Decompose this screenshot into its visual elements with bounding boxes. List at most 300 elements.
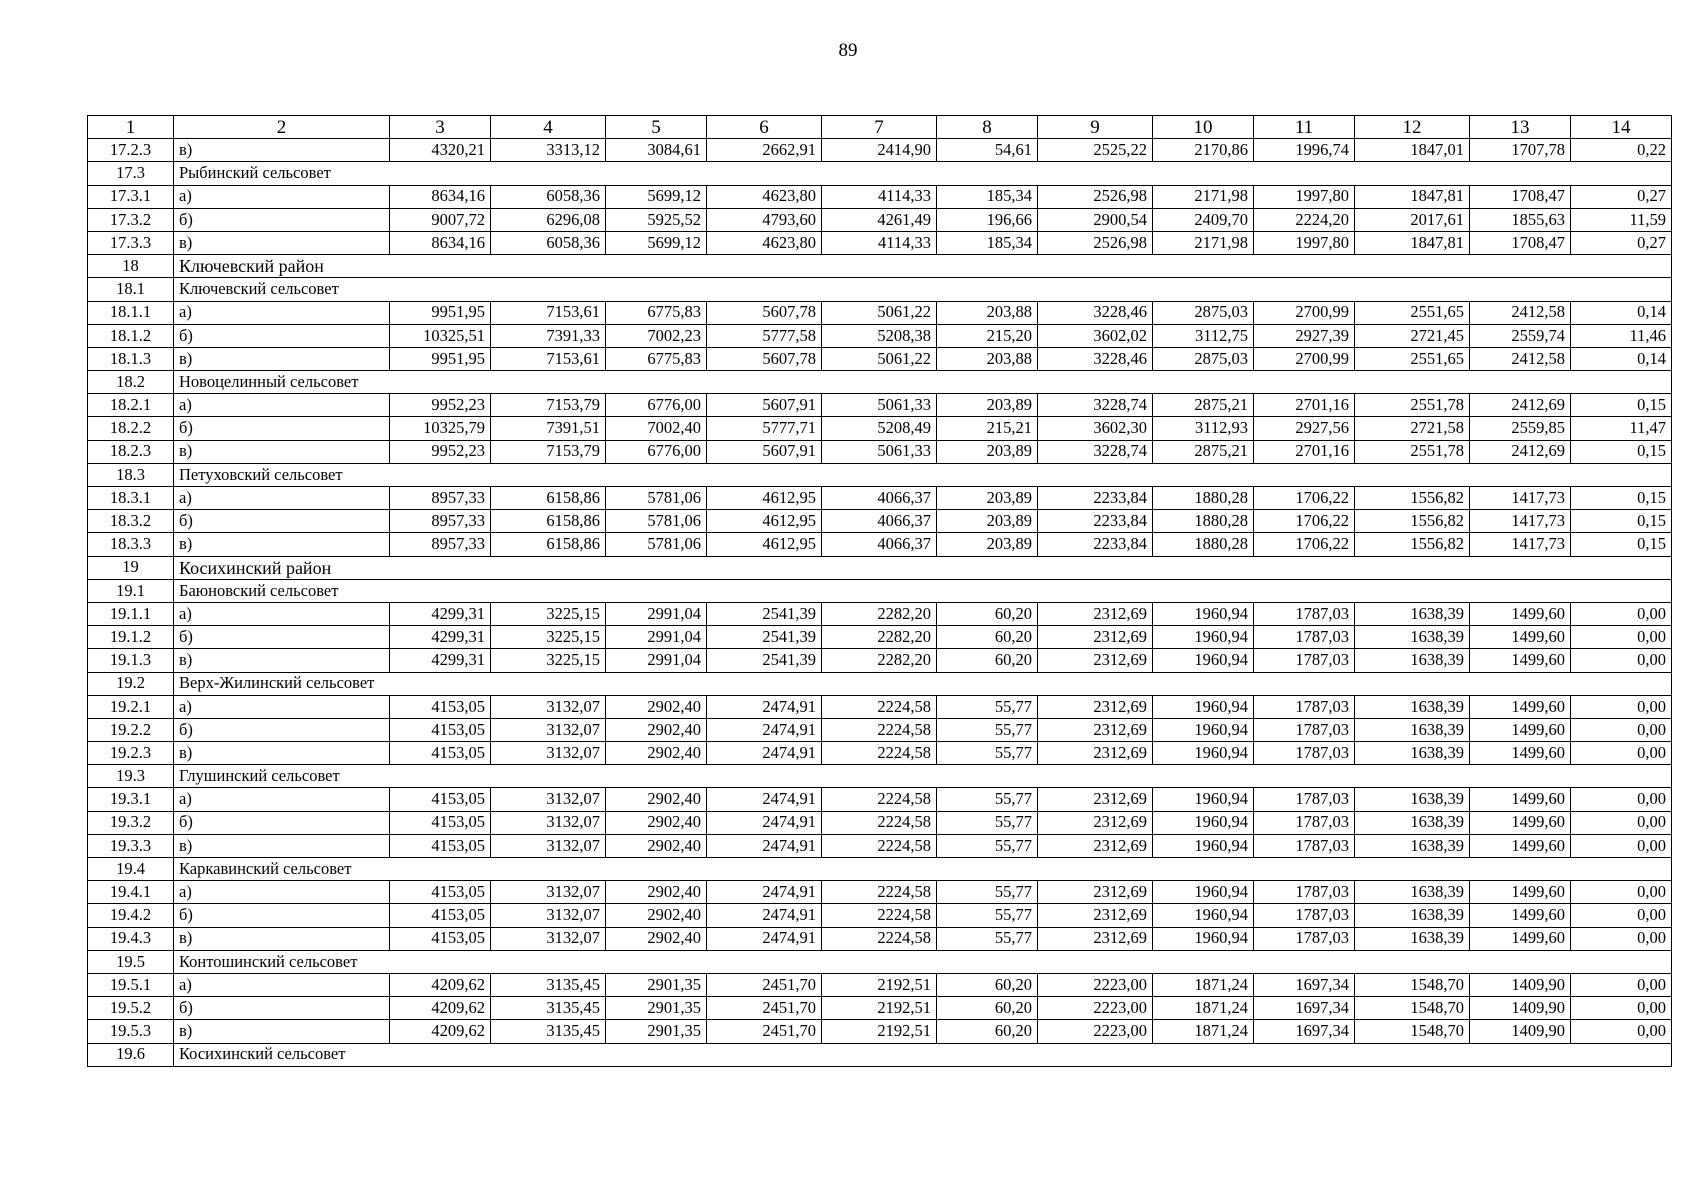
value-cell: 5061,33 [822, 440, 937, 463]
row-label: б) [174, 997, 390, 1020]
table-row [88, 927, 1672, 950]
section-row [88, 255, 1672, 278]
value-cell: 0,00 [1571, 1020, 1672, 1043]
value-cell: 0,00 [1571, 927, 1672, 950]
row-label: в) [174, 347, 390, 370]
table-row [88, 649, 1672, 672]
council-title: Ключевский сельсовет [174, 278, 1672, 301]
value-cell: 7153,61 [491, 301, 606, 324]
value-cell: 6058,36 [491, 231, 606, 254]
row-label: а) [174, 301, 390, 324]
value-cell: 1548,70 [1355, 973, 1470, 996]
value-cell: 1638,39 [1355, 834, 1470, 857]
value-cell: 2171,98 [1153, 231, 1254, 254]
table-row [88, 185, 1672, 208]
value-cell: 4066,37 [822, 487, 937, 510]
row-label: б) [174, 811, 390, 834]
row-label: в) [174, 834, 390, 857]
row-label: а) [174, 185, 390, 208]
value-cell: 1409,90 [1470, 1020, 1571, 1043]
table-row [88, 1020, 1672, 1043]
row-code: 19.5.2 [88, 997, 174, 1020]
row-label: в) [174, 742, 390, 765]
council-title: Рыбинский сельсовет [174, 162, 1672, 185]
value-cell: 1638,39 [1355, 695, 1470, 718]
row-code: 18.2.2 [88, 417, 174, 440]
column-header: 8 [937, 116, 1038, 139]
value-cell: 1697,34 [1254, 973, 1355, 996]
value-cell: 1499,60 [1470, 834, 1571, 857]
row-code: 18.1.1 [88, 301, 174, 324]
value-cell: 3132,07 [491, 788, 606, 811]
row-code: 19.4.3 [88, 927, 174, 950]
value-cell: 0,15 [1571, 510, 1672, 533]
value-cell: 1871,24 [1153, 1020, 1254, 1043]
value-cell: 1499,60 [1470, 927, 1571, 950]
column-header: 6 [707, 116, 822, 139]
value-cell: 8634,16 [390, 231, 491, 254]
value-cell: 2224,58 [822, 904, 937, 927]
value-cell: 2551,78 [1355, 440, 1470, 463]
value-cell: 4299,31 [390, 626, 491, 649]
value-cell: 1417,73 [1470, 510, 1571, 533]
value-cell: 4623,80 [707, 231, 822, 254]
column-header: 3 [390, 116, 491, 139]
header-row [88, 116, 1672, 139]
value-cell: 2312,69 [1038, 649, 1153, 672]
value-cell: 1409,90 [1470, 973, 1571, 996]
value-cell: 2224,58 [822, 742, 937, 765]
value-cell: 2559,74 [1470, 324, 1571, 347]
value-cell: 8957,33 [390, 487, 491, 510]
value-cell: 2312,69 [1038, 927, 1153, 950]
value-cell: 2902,40 [606, 881, 707, 904]
value-cell: 5061,33 [822, 394, 937, 417]
value-cell: 2927,56 [1254, 417, 1355, 440]
value-cell: 2927,39 [1254, 324, 1355, 347]
value-cell: 1499,60 [1470, 881, 1571, 904]
row-code: 18.2.3 [88, 440, 174, 463]
value-cell: 1997,80 [1254, 231, 1355, 254]
value-cell: 7391,51 [491, 417, 606, 440]
value-cell: 0,15 [1571, 487, 1672, 510]
column-header: 9 [1038, 116, 1153, 139]
value-cell: 1997,80 [1254, 185, 1355, 208]
value-cell: 60,20 [937, 602, 1038, 625]
value-cell: 0,00 [1571, 997, 1672, 1020]
value-cell: 4066,37 [822, 510, 937, 533]
value-cell: 1417,73 [1470, 533, 1571, 556]
value-cell: 2451,70 [707, 973, 822, 996]
value-cell: 2192,51 [822, 997, 937, 1020]
value-cell: 2312,69 [1038, 626, 1153, 649]
value-cell: 1960,94 [1153, 904, 1254, 927]
value-cell: 11,47 [1571, 417, 1672, 440]
value-cell: 60,20 [937, 973, 1038, 996]
value-cell: 1499,60 [1470, 649, 1571, 672]
value-cell: 1556,82 [1355, 533, 1470, 556]
value-cell: 2223,00 [1038, 1020, 1153, 1043]
row-label: а) [174, 394, 390, 417]
value-cell: 55,77 [937, 742, 1038, 765]
value-cell: 4153,05 [390, 718, 491, 741]
row-code: 19.3 [88, 765, 174, 788]
table-row [88, 602, 1672, 625]
value-cell: 1960,94 [1153, 881, 1254, 904]
value-cell: 4153,05 [390, 695, 491, 718]
value-cell: 2224,58 [822, 811, 937, 834]
value-cell: 1548,70 [1355, 997, 1470, 1020]
value-cell: 1499,60 [1470, 811, 1571, 834]
value-cell: 196,66 [937, 208, 1038, 231]
value-cell: 1787,03 [1254, 626, 1355, 649]
table-row [88, 695, 1672, 718]
value-cell: 4612,95 [707, 510, 822, 533]
value-cell: 2526,98 [1038, 185, 1153, 208]
value-cell: 3132,07 [491, 927, 606, 950]
value-cell: 7002,40 [606, 417, 707, 440]
value-cell: 4209,62 [390, 973, 491, 996]
value-cell: 2901,35 [606, 1020, 707, 1043]
value-cell: 2526,98 [1038, 231, 1153, 254]
value-cell: 1960,94 [1153, 718, 1254, 741]
value-cell: 5925,52 [606, 208, 707, 231]
row-label: а) [174, 973, 390, 996]
value-cell: 10325,79 [390, 417, 491, 440]
value-cell: 2312,69 [1038, 834, 1153, 857]
value-cell: 1880,28 [1153, 533, 1254, 556]
value-cell: 2312,69 [1038, 718, 1153, 741]
value-cell: 2474,91 [707, 881, 822, 904]
value-cell: 5607,91 [707, 440, 822, 463]
value-cell: 4612,95 [707, 487, 822, 510]
table-row [88, 394, 1672, 417]
row-code: 18.3 [88, 463, 174, 486]
value-cell: 2474,91 [707, 927, 822, 950]
value-cell: 6158,86 [491, 533, 606, 556]
row-label: в) [174, 139, 390, 162]
row-code: 19.4 [88, 858, 174, 881]
value-cell: 5061,22 [822, 347, 937, 370]
value-cell: 1787,03 [1254, 927, 1355, 950]
value-cell: 1638,39 [1355, 904, 1470, 927]
row-code: 19.1.1 [88, 602, 174, 625]
table-row [88, 347, 1672, 370]
value-cell: 2541,39 [707, 602, 822, 625]
value-cell: 4153,05 [390, 811, 491, 834]
value-cell: 2541,39 [707, 649, 822, 672]
value-cell: 2474,91 [707, 742, 822, 765]
value-cell: 6776,00 [606, 394, 707, 417]
value-cell: 5699,12 [606, 185, 707, 208]
row-code: 19.6 [88, 1043, 174, 1066]
value-cell: 1707,78 [1470, 139, 1571, 162]
value-cell: 2224,58 [822, 718, 937, 741]
value-cell: 2721,45 [1355, 324, 1470, 347]
value-cell: 5607,78 [707, 347, 822, 370]
table-row [88, 811, 1672, 834]
row-label: а) [174, 602, 390, 625]
value-cell: 9951,95 [390, 301, 491, 324]
value-cell: 1880,28 [1153, 510, 1254, 533]
value-cell: 1499,60 [1470, 904, 1571, 927]
row-label: в) [174, 231, 390, 254]
value-cell: 0,00 [1571, 718, 1672, 741]
value-cell: 3132,07 [491, 695, 606, 718]
value-cell: 2474,91 [707, 695, 822, 718]
value-cell: 9952,23 [390, 394, 491, 417]
row-label: б) [174, 718, 390, 741]
value-cell: 2233,84 [1038, 533, 1153, 556]
value-cell: 7153,61 [491, 347, 606, 370]
value-cell: 2901,35 [606, 997, 707, 1020]
value-cell: 1706,22 [1254, 510, 1355, 533]
row-label: а) [174, 695, 390, 718]
row-label: в) [174, 1020, 390, 1043]
value-cell: 0,14 [1571, 301, 1672, 324]
value-cell: 2412,58 [1470, 347, 1571, 370]
value-cell: 2701,16 [1254, 440, 1355, 463]
row-label: б) [174, 626, 390, 649]
value-cell: 3132,07 [491, 834, 606, 857]
district-title: Ключевский район [174, 255, 1672, 278]
value-cell: 203,88 [937, 301, 1038, 324]
value-cell: 2224,58 [822, 695, 937, 718]
value-cell: 0,27 [1571, 185, 1672, 208]
value-cell: 1871,24 [1153, 997, 1254, 1020]
council-title: Баюновский сельсовет [174, 579, 1672, 602]
table-row [88, 208, 1672, 231]
value-cell: 2902,40 [606, 904, 707, 927]
row-label: б) [174, 417, 390, 440]
row-code: 19.3.1 [88, 788, 174, 811]
table-row [88, 742, 1672, 765]
value-cell: 3228,46 [1038, 301, 1153, 324]
value-cell: 1638,39 [1355, 881, 1470, 904]
value-cell: 2662,91 [707, 139, 822, 162]
row-label: в) [174, 927, 390, 950]
value-cell: 2312,69 [1038, 695, 1153, 718]
value-cell: 0,00 [1571, 834, 1672, 857]
value-cell: 2233,84 [1038, 510, 1153, 533]
value-cell: 1787,03 [1254, 718, 1355, 741]
row-code: 19.4.2 [88, 904, 174, 927]
table-row [88, 904, 1672, 927]
value-cell: 2900,54 [1038, 208, 1153, 231]
value-cell: 0,15 [1571, 440, 1672, 463]
value-cell: 2233,84 [1038, 487, 1153, 510]
value-cell: 1499,60 [1470, 718, 1571, 741]
column-header: 5 [606, 116, 707, 139]
value-cell: 6158,86 [491, 487, 606, 510]
value-cell: 1499,60 [1470, 602, 1571, 625]
value-cell: 4066,37 [822, 533, 937, 556]
value-cell: 2902,40 [606, 718, 707, 741]
value-cell: 9952,23 [390, 440, 491, 463]
value-cell: 1638,39 [1355, 927, 1470, 950]
value-cell: 4153,05 [390, 742, 491, 765]
value-cell: 1697,34 [1254, 997, 1355, 1020]
table-row [88, 834, 1672, 857]
subsection-row [88, 765, 1672, 788]
value-cell: 1706,22 [1254, 533, 1355, 556]
value-cell: 2700,99 [1254, 347, 1355, 370]
value-cell: 1708,47 [1470, 231, 1571, 254]
value-cell: 6296,08 [491, 208, 606, 231]
subsection-row [88, 162, 1672, 185]
value-cell: 2701,16 [1254, 394, 1355, 417]
value-cell: 2312,69 [1038, 811, 1153, 834]
value-cell: 3132,07 [491, 718, 606, 741]
value-cell: 3112,75 [1153, 324, 1254, 347]
row-code: 19.2.2 [88, 718, 174, 741]
table-row [88, 139, 1672, 162]
row-code: 18.2 [88, 371, 174, 394]
row-code: 18.3.1 [88, 487, 174, 510]
value-cell: 5781,06 [606, 487, 707, 510]
row-code: 19.1.2 [88, 626, 174, 649]
value-cell: 1960,94 [1153, 649, 1254, 672]
value-cell: 5208,49 [822, 417, 937, 440]
value-cell: 60,20 [937, 1020, 1038, 1043]
value-cell: 203,89 [937, 510, 1038, 533]
value-cell: 1960,94 [1153, 602, 1254, 625]
row-code: 19.2 [88, 672, 174, 695]
value-cell: 1638,39 [1355, 649, 1470, 672]
value-cell: 0,22 [1571, 139, 1672, 162]
value-cell: 1871,24 [1153, 973, 1254, 996]
value-cell: 60,20 [937, 649, 1038, 672]
row-code: 19.3.3 [88, 834, 174, 857]
subsection-row [88, 278, 1672, 301]
row-label: в) [174, 533, 390, 556]
value-cell: 2474,91 [707, 718, 822, 741]
value-cell: 1787,03 [1254, 811, 1355, 834]
row-label: б) [174, 208, 390, 231]
value-cell: 1638,39 [1355, 788, 1470, 811]
row-code: 18.3.3 [88, 533, 174, 556]
council-title: Глушинский сельсовет [174, 765, 1672, 788]
value-cell: 1708,47 [1470, 185, 1571, 208]
value-cell: 6058,36 [491, 185, 606, 208]
row-code: 17.3.3 [88, 231, 174, 254]
row-code: 19 [88, 556, 174, 579]
value-cell: 1548,70 [1355, 1020, 1470, 1043]
value-cell: 55,77 [937, 881, 1038, 904]
row-label: в) [174, 440, 390, 463]
value-cell: 7391,33 [491, 324, 606, 347]
value-cell: 1706,22 [1254, 487, 1355, 510]
table-row [88, 973, 1672, 996]
value-cell: 4153,05 [390, 788, 491, 811]
table-row [88, 626, 1672, 649]
column-header: 11 [1254, 116, 1355, 139]
value-cell: 2700,99 [1254, 301, 1355, 324]
value-cell: 0,00 [1571, 811, 1672, 834]
value-cell: 2312,69 [1038, 742, 1153, 765]
value-cell: 55,77 [937, 718, 1038, 741]
value-cell: 1499,60 [1470, 626, 1571, 649]
table-row [88, 324, 1672, 347]
value-cell: 2875,03 [1153, 301, 1254, 324]
row-code: 19.5 [88, 950, 174, 973]
value-cell: 6775,83 [606, 347, 707, 370]
value-cell: 2192,51 [822, 1020, 937, 1043]
row-code: 19.2.1 [88, 695, 174, 718]
value-cell: 2223,00 [1038, 997, 1153, 1020]
value-cell: 2991,04 [606, 602, 707, 625]
column-header: 13 [1470, 116, 1571, 139]
value-cell: 0,27 [1571, 231, 1672, 254]
column-header: 1 [88, 116, 174, 139]
value-cell: 6158,86 [491, 510, 606, 533]
value-cell: 1787,03 [1254, 695, 1355, 718]
value-cell: 2902,40 [606, 811, 707, 834]
value-cell: 2223,00 [1038, 973, 1153, 996]
value-cell: 2192,51 [822, 973, 937, 996]
value-cell: 2282,20 [822, 626, 937, 649]
district-title: Косихинский район [174, 556, 1672, 579]
row-code: 18.1.2 [88, 324, 174, 347]
value-cell: 9007,72 [390, 208, 491, 231]
value-cell: 0,00 [1571, 788, 1672, 811]
value-cell: 1638,39 [1355, 811, 1470, 834]
value-cell: 1960,94 [1153, 626, 1254, 649]
value-cell: 2875,03 [1153, 347, 1254, 370]
value-cell: 1417,73 [1470, 487, 1571, 510]
value-cell: 2474,91 [707, 834, 822, 857]
row-code: 18.2.1 [88, 394, 174, 417]
column-header: 7 [822, 116, 937, 139]
value-cell: 1499,60 [1470, 788, 1571, 811]
value-cell: 6776,00 [606, 440, 707, 463]
value-cell: 2224,58 [822, 927, 937, 950]
value-cell: 215,20 [937, 324, 1038, 347]
value-cell: 60,20 [937, 626, 1038, 649]
value-cell: 0,00 [1571, 602, 1672, 625]
value-cell: 1855,63 [1470, 208, 1571, 231]
row-code: 17.3.2 [88, 208, 174, 231]
table-row [88, 997, 1672, 1020]
subsection-row [88, 950, 1672, 973]
value-cell: 2412,69 [1470, 440, 1571, 463]
value-cell: 2902,40 [606, 927, 707, 950]
column-header: 14 [1571, 116, 1672, 139]
value-cell: 3132,07 [491, 811, 606, 834]
value-cell: 3112,93 [1153, 417, 1254, 440]
value-cell: 1638,39 [1355, 718, 1470, 741]
row-label: в) [174, 649, 390, 672]
value-cell: 3602,30 [1038, 417, 1153, 440]
column-header: 12 [1355, 116, 1470, 139]
row-code: 17.3 [88, 162, 174, 185]
value-cell: 2409,70 [1153, 208, 1254, 231]
value-cell: 3228,46 [1038, 347, 1153, 370]
value-cell: 2312,69 [1038, 788, 1153, 811]
value-cell: 55,77 [937, 834, 1038, 857]
value-cell: 54,61 [937, 139, 1038, 162]
value-cell: 4153,05 [390, 834, 491, 857]
value-cell: 4261,49 [822, 208, 937, 231]
value-cell: 3602,02 [1038, 324, 1153, 347]
value-cell: 2902,40 [606, 742, 707, 765]
column-header: 4 [491, 116, 606, 139]
value-cell: 1960,94 [1153, 695, 1254, 718]
value-cell: 0,14 [1571, 347, 1672, 370]
value-cell: 11,46 [1571, 324, 1672, 347]
row-code: 19.5.3 [88, 1020, 174, 1043]
value-cell: 7002,23 [606, 324, 707, 347]
